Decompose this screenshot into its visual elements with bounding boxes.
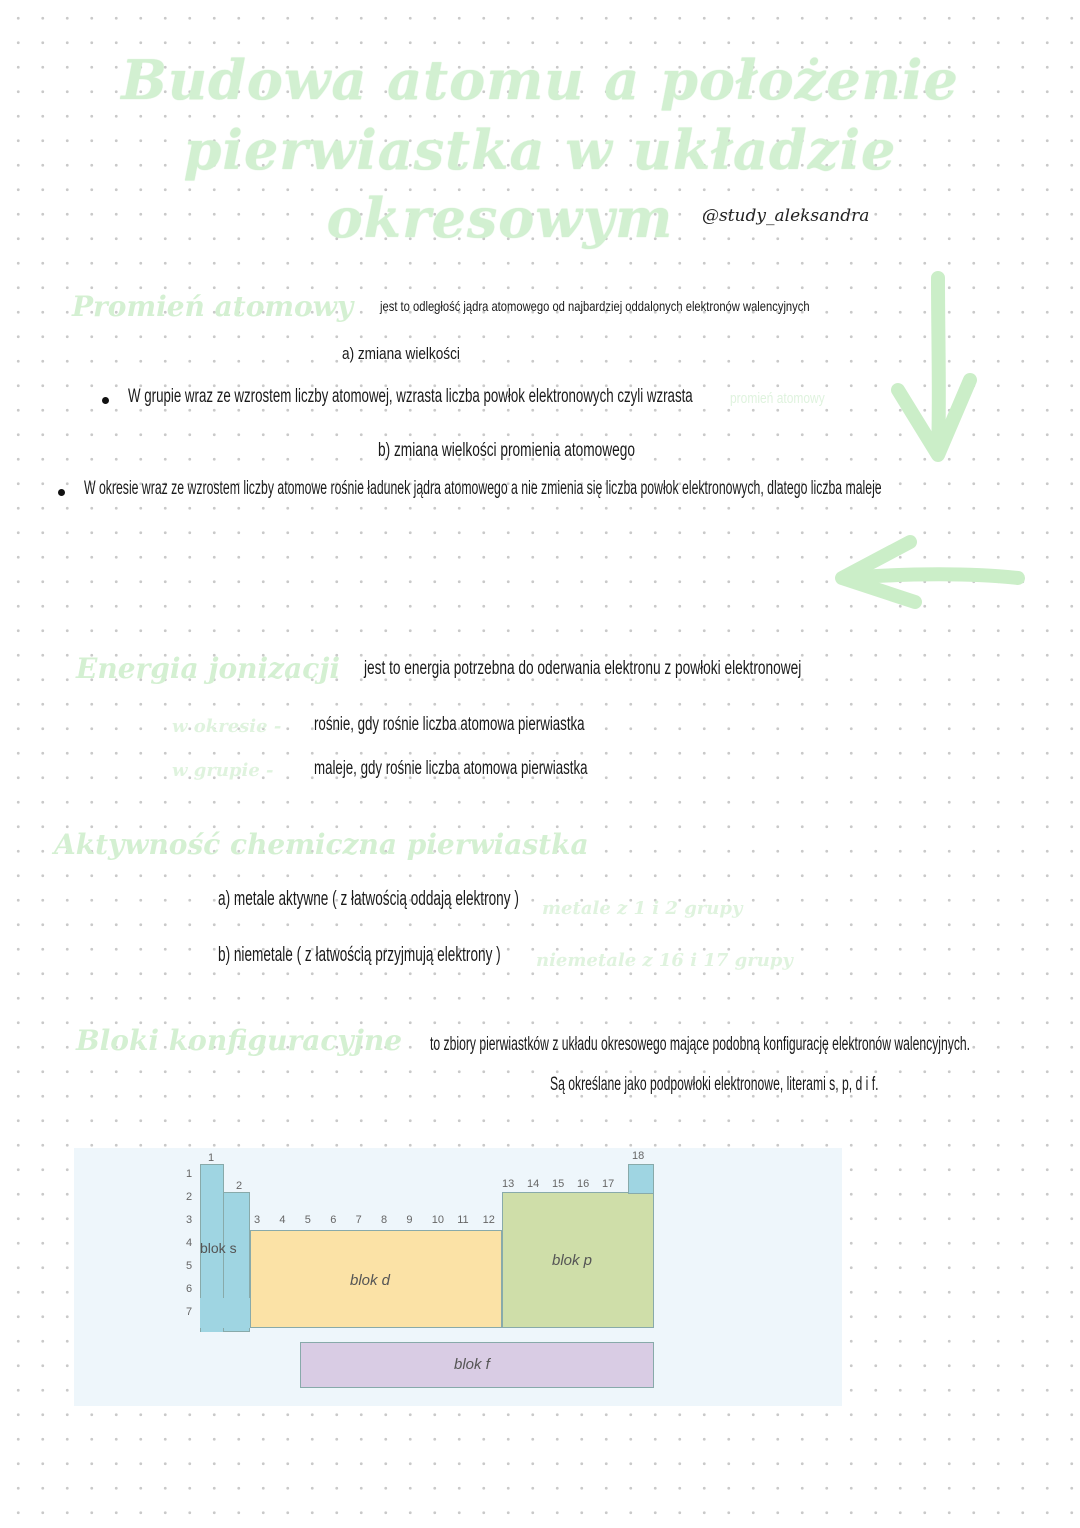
period-number: 6 <box>186 1283 193 1295</box>
arrow-left-icon <box>830 530 1030 610</box>
radius-heading: Promień atomowy <box>72 290 354 323</box>
ionization-period-text: rośnie, gdy rośnie liczba atomowa pierwiastka <box>314 714 585 735</box>
period-number: 7 <box>186 1306 193 1318</box>
group-number: 8 <box>381 1214 388 1226</box>
bullet-dot <box>102 397 109 404</box>
group-number: 13 <box>502 1178 515 1190</box>
block-d-label: blok d <box>350 1272 391 1289</box>
group-number: 14 <box>527 1178 540 1190</box>
period-number: 1 <box>186 1168 193 1180</box>
group-number: 1 <box>208 1152 215 1164</box>
period-number: 2 <box>186 1191 193 1203</box>
blocks-definition-1: to zbiory pierwiastków z układu okresowego mające podobną konfigurację elektronów walencyjnych. <box>430 1034 971 1055</box>
group-number: 4 <box>279 1214 286 1226</box>
d-block-group-numbers <box>254 1214 498 1228</box>
ionization-definition: jest to energia potrzebna do oderwania elektronu z powłoki elektronowej <box>364 658 802 679</box>
block-he <box>628 1164 654 1194</box>
group-number: 9 <box>406 1214 413 1226</box>
title-line-3: okresowym <box>326 186 674 250</box>
radius-sub-a: a) zmiana wielkości <box>342 344 460 363</box>
ionization-group-text: maleje, gdy rośnie liczba atomowa pierwiastka <box>314 758 588 779</box>
title-line-1: Budowa atomu a położenie <box>121 48 959 112</box>
arrow-down-icon <box>880 270 990 470</box>
radius-bullet-group: W grupie wraz ze wzrostem liczby atomowej, wzrasta liczba powłok elektronowych czyli wzrasta <box>128 386 693 407</box>
group-number: 18 <box>632 1150 645 1162</box>
group-number: 5 <box>304 1214 311 1226</box>
radius-sub-b: b) zmiana wielkości promienia atomowego <box>378 440 635 461</box>
activity-a-text: a) metale aktywne ( z łatwością oddają elektrony ) <box>218 888 519 910</box>
radius-definition: jest to odległość jądra atomowego od najbardziej oddalonych elektronów walencyjnych <box>380 298 810 314</box>
block-s-label: blok s <box>200 1240 237 1256</box>
group-number: 17 <box>602 1178 615 1190</box>
group-number: 12 <box>482 1214 495 1226</box>
radius-bullet-period: W okresie wraz ze wzrostem liczby atomowe rośnie ładunek jądra atomowego a nie zmienia się liczba powłok elektronowych, dlatego liczba maleje <box>84 478 882 499</box>
period-numbers <box>186 1168 198 1328</box>
ionization-heading: Energia jonizacji <box>76 652 341 685</box>
title-line-2: pierwiastka w układzie <box>183 118 897 182</box>
group-number: 10 <box>431 1214 445 1226</box>
block-s-fill <box>200 1298 250 1328</box>
p-block-group-numbers <box>502 1178 626 1192</box>
activity-b-faint: niemetale z 16 i 17 grupy <box>536 950 793 971</box>
period-number: 5 <box>186 1260 193 1272</box>
bullet-dot <box>58 489 65 496</box>
group-number: 7 <box>355 1214 362 1226</box>
radius-bullet-group-faint: promień atomowy <box>730 390 825 407</box>
author-handle: @study_aleksandra <box>702 206 870 226</box>
group-number: 16 <box>577 1178 590 1190</box>
period-number: 4 <box>186 1237 193 1249</box>
group-number: 11 <box>457 1214 469 1226</box>
blocks-definition-2: Są określane jako podpowłoki elektronowe, literami s, p, d i f. <box>550 1074 879 1095</box>
blocks-heading: Bloki konfiguracyjne <box>76 1024 403 1057</box>
activity-heading: Aktywność chemiczna pierwiastka <box>54 828 589 861</box>
ionization-period-label: w okresie - <box>172 716 282 737</box>
block-f-label: blok f <box>454 1356 490 1373</box>
group-number: 2 <box>236 1180 243 1192</box>
group-number: 3 <box>254 1214 261 1226</box>
ionization-group-label: w grupie - <box>172 760 274 781</box>
periodic-table-diagram <box>74 1148 842 1406</box>
activity-a-faint: metale z 1 i 2 grupy <box>542 898 743 919</box>
group-number: 15 <box>552 1178 565 1190</box>
period-number: 3 <box>186 1214 193 1226</box>
block-p-label: blok p <box>552 1252 593 1269</box>
activity-b-text: b) niemetale ( z łatwością przyjmują elektrony ) <box>218 944 501 966</box>
group-number: 6 <box>330 1214 337 1226</box>
